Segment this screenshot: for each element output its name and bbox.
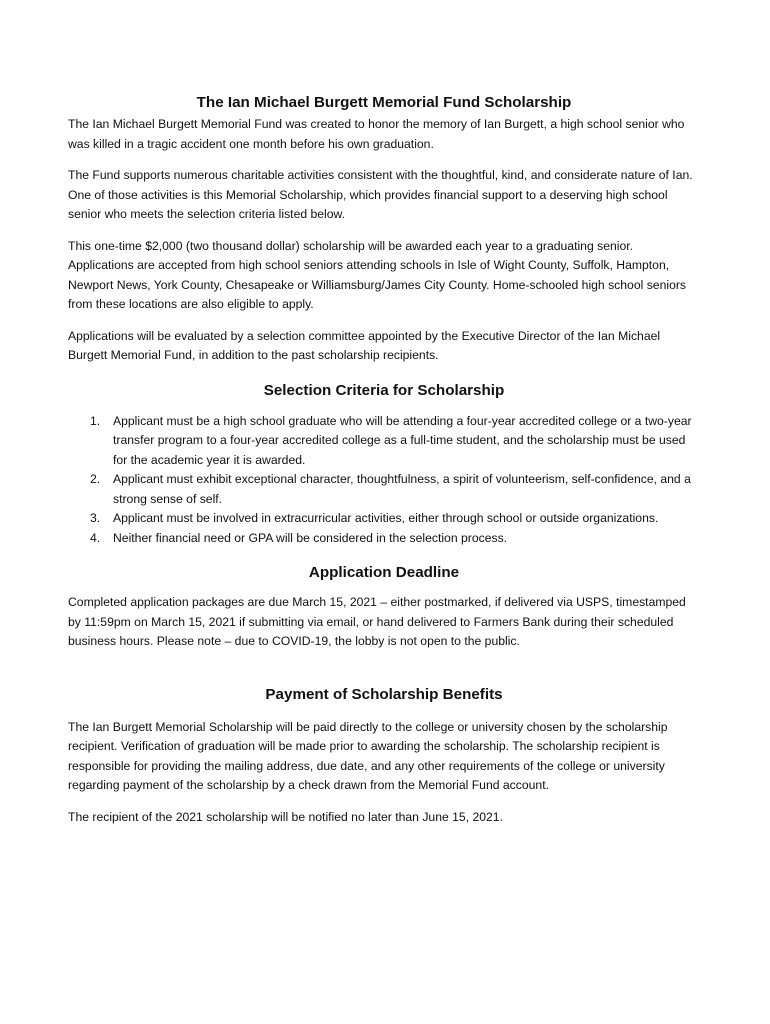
list-item-number: 1. (90, 413, 101, 428)
list-item-number: 3. (90, 511, 101, 525)
list-item-text: Neither financial need or GPA will be considered in the selection process. (113, 530, 508, 545)
payment-paragraph-2: The recipient of the 2021 scholarship will be notified no later than June 15, 2021. (68, 809, 503, 824)
deadline-paragraph: Completed application packages are due March 15, 2021 – either postmarked, if delivered via USPS, timestamped by 11:59pm on March 15, 2021 if submitting via email, or hand delivered to Farmers Bank during their scheduled business hours. Please note – due to COVID-19, the lobby is not open to the public. (68, 595, 686, 648)
selection-criteria-list (68, 412, 700, 549)
document-title: The Ian Michael Burgett Memorial Fund Scholarship (196, 94, 572, 111)
list-item-text: Applicant must be a high school graduate who will be attending a four-year accredited college or a two-year transfer program to a four-year accredited college as a full-time student, and the scholarship must be used for the academic year it is awarded. (113, 413, 692, 467)
intro-paragraph-1: The Ian Michael Burgett Memorial Fund was created to honor the memory of Ian Burgett, a high school senior who was killed in a tragic accident one month before his own graduation. (68, 117, 685, 151)
intro-paragraph-3: This one-time $2,000 (two thousand dollar) scholarship will be awarded each year to a graduating senior. Applications are accepted from high school seniors attending schools in Isle of Wight County, Suffolk, Hampton, Newport News, York County, Chesapeake or Williamsburg/James City County. Home-schooled high school seniors from these locations are also eligible to apply. (68, 238, 686, 311)
payment-heading: Payment of Scholarship Benefits (265, 685, 503, 703)
payment-paragraph-1: The Ian Burgett Memorial Scholarship will be paid directly to the college or university chosen by the scholarship recipient. Verification of graduation will be made prior to awarding the scholarship. The scholarship recipient is responsible for providing the mailing address, due date, and any other requirements of the college or university regarding payment of the scholarship by a check drawn from the Memorial Fund account. (68, 719, 668, 792)
selection-criteria-heading: Selection Criteria for Scholarship (263, 381, 505, 399)
intro-paragraph-4: Applications will be evaluated by a selection committee appointed by the Executive Director of the Ian Michael Burgett Memorial Fund, in addition to the past scholarship recipients. (68, 328, 661, 362)
list-item (68, 509, 700, 529)
application-deadline-heading: Application Deadline (308, 564, 460, 581)
list-item-number: 4. (90, 530, 101, 545)
document-page (68, 93, 700, 827)
list-item-text: Applicant must be involved in extracurricular activities, either through school or outside organizations. (113, 511, 659, 525)
list-item-text: Applicant must exhibit exceptional character, thoughtfulness, a spirit of volunteerism, self-confidence, and a strong sense of self. (113, 472, 691, 506)
list-item (68, 412, 700, 471)
intro-paragraph-2: The Fund supports numerous charitable activities consistent with the thoughtful, kind, and considerate nature of Ian. One of those activities is this Memorial Scholarship, which provides financial support to a deserving high school senior who meets the selection criteria listed below. (68, 168, 693, 221)
list-item-number: 2. (90, 472, 101, 486)
list-item (68, 529, 700, 549)
list-item (68, 470, 700, 509)
